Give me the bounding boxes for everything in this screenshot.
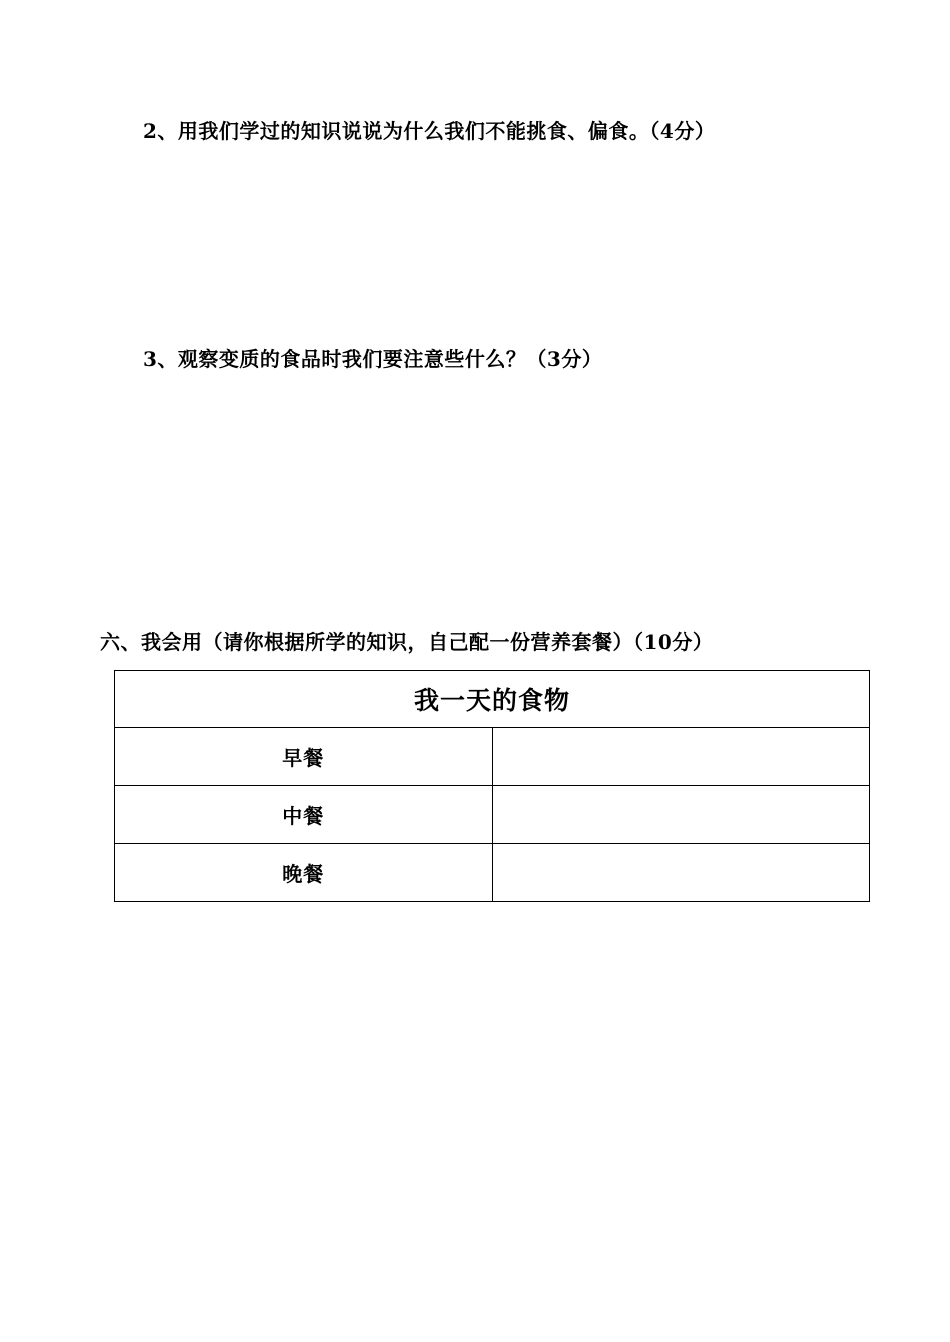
question-3-prompt: 3、观察变质的食品时我们要注意些什么？（3分）	[143, 347, 603, 371]
table-row	[115, 728, 870, 786]
lunch-label: 中餐	[115, 786, 493, 844]
dinner-answer[interactable]	[493, 844, 870, 901]
meal-plan-table	[114, 670, 870, 902]
breakfast-answer[interactable]	[493, 728, 870, 785]
table-row	[115, 786, 870, 844]
meal-plan-title-row	[115, 671, 870, 728]
breakfast-label: 早餐	[115, 728, 493, 786]
table-row	[115, 844, 870, 902]
lunch-answer[interactable]	[493, 786, 870, 843]
dinner-answer-cell[interactable]	[492, 844, 870, 902]
meal-plan-title: 我一天的食物	[115, 671, 870, 728]
question-3-answer-area[interactable]	[143, 380, 863, 610]
breakfast-answer-cell[interactable]	[492, 728, 870, 786]
question-2-answer-area[interactable]	[143, 150, 863, 335]
question-2-prompt: 2、用我们学过的知识说说为什么我们不能挑食、偏食。（4分）	[143, 119, 716, 143]
lunch-answer-cell[interactable]	[492, 786, 870, 844]
dinner-label: 晚餐	[115, 844, 493, 902]
section-6-heading: 六、我会用（请你根据所学的知识，自己配一份营养套餐）（10分）	[100, 630, 714, 654]
